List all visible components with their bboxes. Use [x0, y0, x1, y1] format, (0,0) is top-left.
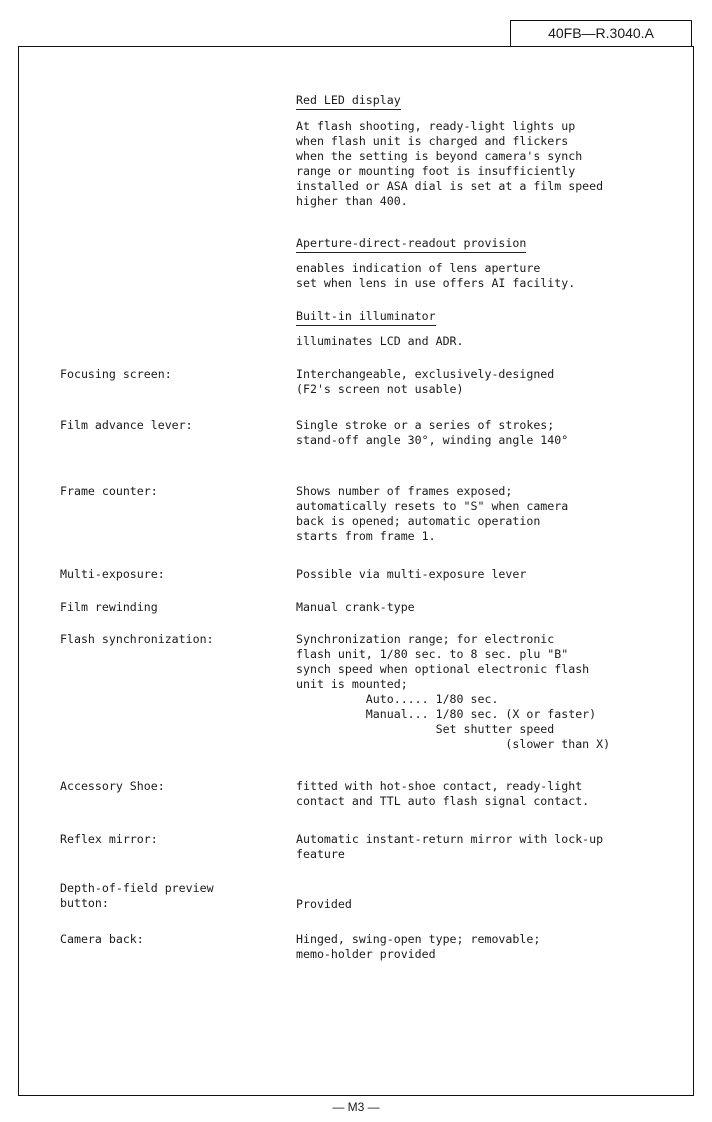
section-heading-illuminator: Built-in illuminator: [296, 309, 436, 326]
spec-value-film-rewinding: Manual crank-type: [296, 600, 415, 614]
section-body-illuminator: illuminates LCD and ADR.: [296, 334, 464, 348]
spec-label-dof-preview: Depth-of-field preview button:: [60, 881, 214, 910]
spec-label-film-rewinding: Film rewinding: [60, 600, 158, 614]
spec-label-multi-exposure: Multi-exposure:: [60, 567, 165, 581]
spec-value-frame-counter: Shows number of frames exposed; automatically resets to "S" when camera back is opened; automatic operation starts from frame 1.: [296, 484, 569, 543]
spec-value-multi-exposure: Possible via multi-exposure lever: [296, 567, 527, 581]
spec-label-film-advance: Film advance lever:: [60, 418, 193, 432]
spec-label-frame-counter: Frame counter:: [60, 484, 158, 498]
section-heading-aperture-readout: Aperture-direct-readout provision: [296, 236, 526, 253]
spec-value-focusing-screen: Interchangeable, exclusively-designed (F2's screen not usable): [296, 367, 555, 396]
spec-value-camera-back: Hinged, swing-open type; removable; memo-holder provided: [296, 932, 541, 961]
spec-label-reflex-mirror: Reflex mirror:: [60, 832, 158, 846]
spec-value-accessory-shoe: fitted with hot-shoe contact, ready-light contact and TTL auto flash signal contact.: [296, 779, 590, 808]
spec-value-dof-preview: Provided: [296, 897, 352, 911]
spec-value-flash-sync: Synchronization range; for electronic flash unit, 1/80 sec. to 8 sec. plu "B" synch speed when optional electronic flash unit is mounted; Auto..... 1/80 sec. Manual... 1/80 sec. (X or faster) Set shutter speed (slower than X): [296, 632, 611, 751]
page-number: — M3 —: [332, 1100, 380, 1114]
section-body-red-led: At flash shooting, ready-light lights up when flash unit is charged and flickers when the setting is beyond camera's synch range or mounting foot is insufficiently installed or ASA dial is set at a film speed higher than 400.: [296, 119, 604, 208]
spec-label-accessory-shoe: Accessory Shoe:: [60, 779, 165, 793]
spec-label-flash-sync: Flash synchronization:: [60, 632, 214, 646]
spec-value-reflex-mirror: Automatic instant-return mirror with lock-up feature: [296, 832, 604, 861]
spec-label-camera-back: Camera back:: [60, 932, 144, 946]
section-heading-red-led: Red LED display: [296, 93, 401, 110]
spec-value-film-advance: Single stroke or a series of strokes; stand-off angle 30°, winding angle 140°: [296, 418, 569, 447]
document-code: 40FB—R.3040.A: [510, 20, 692, 46]
spec-label-focusing-screen: Focusing screen:: [60, 367, 172, 381]
section-body-aperture-readout: enables indication of lens aperture set when lens in use offers AI facility.: [296, 261, 576, 290]
